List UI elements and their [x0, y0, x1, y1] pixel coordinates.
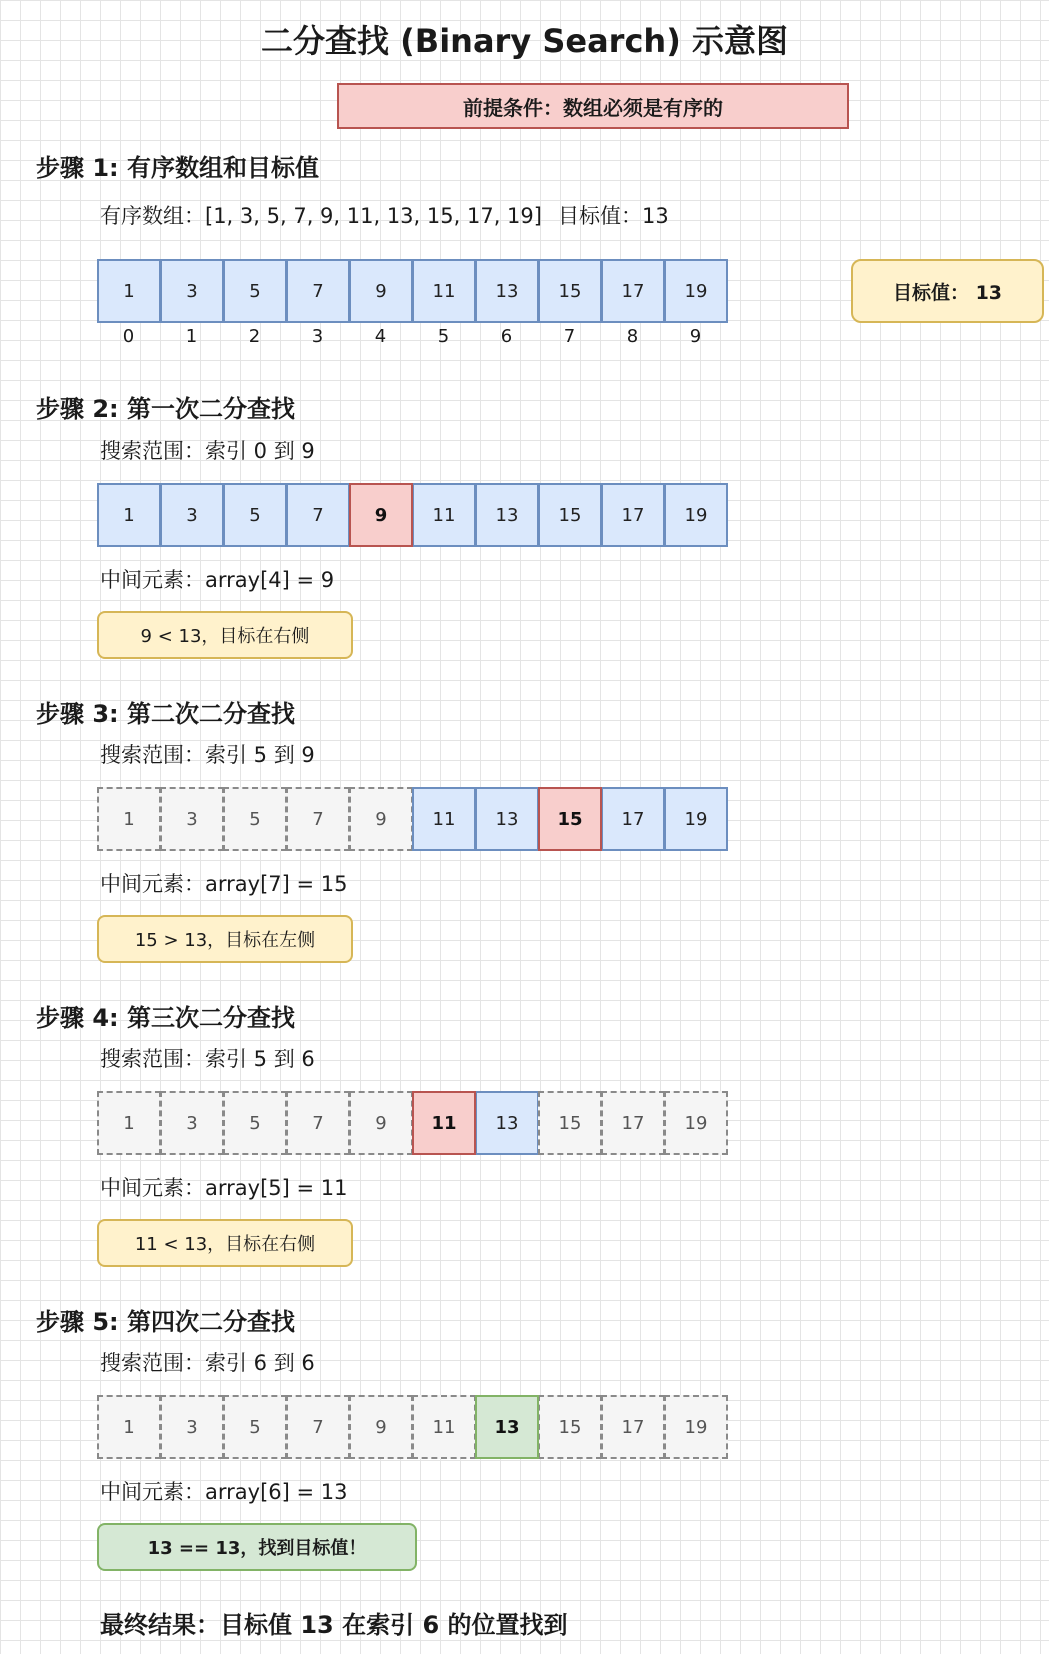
step3-title: 步骤 3: 第二次二分查找	[36, 700, 296, 728]
step5-range: 搜索范围：索引 6 到 6	[100, 1351, 315, 1375]
step5-cell-8: 17	[601, 1395, 665, 1459]
step5-cell-2: 5	[223, 1395, 287, 1459]
step4-range: 搜索范围：索引 5 到 6	[100, 1047, 315, 1071]
step2-cell-3: 7	[286, 483, 350, 547]
step1-array	[97, 259, 727, 323]
step3-array	[97, 787, 727, 851]
step4-cell-2: 5	[223, 1091, 287, 1155]
step3-cell-4: 9	[349, 787, 413, 851]
step1-cell-7: 15	[538, 259, 602, 323]
step5-array	[97, 1395, 727, 1459]
step4-title: 步骤 4: 第三次二分查找	[36, 1004, 296, 1032]
step3-cell-2: 5	[223, 787, 287, 851]
step4-cell-5: 11	[412, 1091, 476, 1155]
step4-cell-1: 3	[160, 1091, 224, 1155]
step1-target-text: 目标值：13	[558, 204, 669, 228]
step1-index-9: 9	[689, 326, 702, 347]
step1-cell-2: 5	[223, 259, 287, 323]
diagram-title: 二分查找 (Binary Search) 示意图	[261, 22, 788, 60]
step5-cell-4: 9	[349, 1395, 413, 1459]
step2-note: 9 < 13，目标在右侧	[97, 611, 353, 659]
step3-cell-6: 13	[475, 787, 539, 851]
step4-note: 11 < 13，目标在右侧	[97, 1219, 353, 1267]
step4-array	[97, 1091, 727, 1155]
step3-cell-0: 1	[97, 787, 161, 851]
step3-cell-9: 19	[664, 787, 728, 851]
step2-cell-6: 13	[475, 483, 539, 547]
step3-range: 搜索范围：索引 5 到 9	[100, 743, 315, 767]
step1-index-2: 2	[248, 326, 261, 347]
step2-cell-1: 3	[160, 483, 224, 547]
step2-middle: 中间元素：array[4] = 9	[100, 568, 335, 592]
step4-cell-9: 19	[664, 1091, 728, 1155]
step3-cell-5: 11	[412, 787, 476, 851]
step5-title: 步骤 5: 第四次二分查找	[36, 1308, 296, 1336]
step1-title: 步骤 1: 有序数组和目标值	[36, 154, 320, 182]
step1-cell-1: 3	[160, 259, 224, 323]
step4-cell-6: 13	[475, 1091, 539, 1155]
step1-index-6: 6	[500, 326, 513, 347]
step5-cell-1: 3	[160, 1395, 224, 1459]
step2-cell-2: 5	[223, 483, 287, 547]
step1-cell-4: 9	[349, 259, 413, 323]
step3-cell-8: 17	[601, 787, 665, 851]
step2-cell-8: 17	[601, 483, 665, 547]
step4-cell-0: 1	[97, 1091, 161, 1155]
step1-index-4: 4	[374, 326, 387, 347]
step1-cell-8: 17	[601, 259, 665, 323]
step5-note: 13 == 13，找到目标值！	[97, 1523, 417, 1571]
step5-middle: 中间元素：array[6] = 13	[100, 1480, 348, 1504]
step1-indices	[97, 324, 727, 350]
step1-index-7: 7	[563, 326, 576, 347]
step3-note: 15 > 13，目标在左侧	[97, 915, 353, 963]
step2-title: 步骤 2: 第一次二分查找	[36, 395, 296, 423]
step4-cell-7: 15	[538, 1091, 602, 1155]
step2-cell-9: 19	[664, 483, 728, 547]
step2-cell-0: 1	[97, 483, 161, 547]
step5-cell-7: 15	[538, 1395, 602, 1459]
step2-range: 搜索范围：索引 0 到 9	[100, 439, 315, 463]
step1-index-0: 0	[122, 326, 135, 347]
step5-cell-5: 11	[412, 1395, 476, 1459]
target-value-box: 目标值： 13	[851, 259, 1044, 323]
step1-index-3: 3	[311, 326, 324, 347]
step4-cell-4: 9	[349, 1091, 413, 1155]
final-result: 最终结果：目标值 13 在索引 6 的位置找到	[100, 1611, 568, 1639]
step1-index-8: 8	[626, 326, 639, 347]
step5-cell-3: 7	[286, 1395, 350, 1459]
step4-cell-8: 17	[601, 1091, 665, 1155]
step3-cell-7: 15	[538, 787, 602, 851]
step5-cell-6: 13	[475, 1395, 539, 1459]
step3-cell-3: 7	[286, 787, 350, 851]
step1-cell-9: 19	[664, 259, 728, 323]
step2-cell-4: 9	[349, 483, 413, 547]
step4-cell-3: 7	[286, 1091, 350, 1155]
step3-middle: 中间元素：array[7] = 15	[100, 872, 348, 896]
step1-cell-6: 13	[475, 259, 539, 323]
step1-index-5: 5	[437, 326, 450, 347]
step1-cell-3: 7	[286, 259, 350, 323]
step4-middle: 中间元素：array[5] = 11	[100, 1176, 348, 1200]
step1-cell-0: 1	[97, 259, 161, 323]
step3-cell-1: 3	[160, 787, 224, 851]
precondition-banner: 前提条件：数组必须是有序的	[337, 83, 849, 129]
step1-cell-5: 11	[412, 259, 476, 323]
step2-cell-5: 11	[412, 483, 476, 547]
step1-array-text: 有序数组：[1, 3, 5, 7, 9, 11, 13, 15, 17, 19]	[100, 204, 542, 228]
step5-cell-0: 1	[97, 1395, 161, 1459]
step2-array	[97, 483, 727, 547]
step5-cell-9: 19	[664, 1395, 728, 1459]
step2-cell-7: 15	[538, 483, 602, 547]
step1-index-1: 1	[185, 326, 198, 347]
